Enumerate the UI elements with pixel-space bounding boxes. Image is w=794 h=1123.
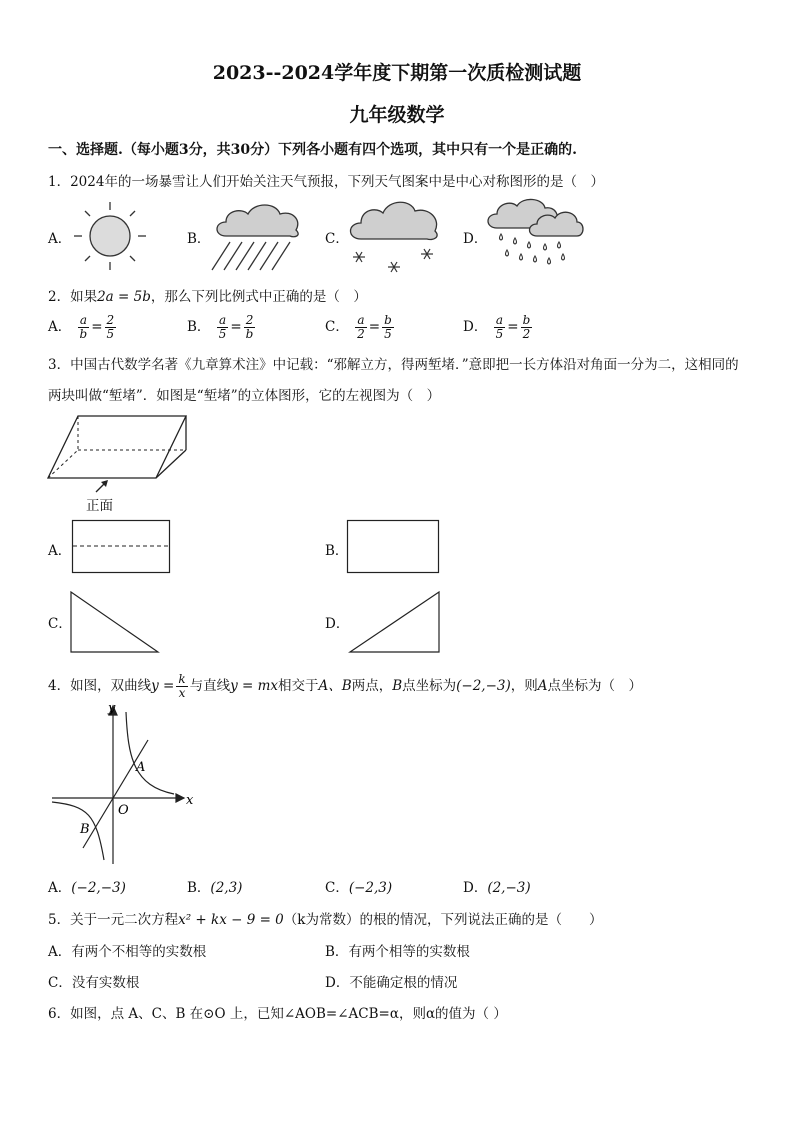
question-6-stem: 6．如图，点 A、C、B 在⊙O 上，已知∠AOB=∠ACB=α，则α的值为（ ） (48, 1006, 507, 1022)
q4-option-d-value: (2,−3) (487, 880, 531, 896)
line-y-mx (83, 740, 148, 848)
q4-a-label: A (537, 678, 548, 694)
q5-equation: x² + kx − 9 = 0 (178, 912, 284, 928)
front-view-label: 正面 (86, 498, 113, 514)
q4-hyperbola-lhs: y = (151, 678, 175, 694)
q4-option-a (48, 876, 126, 896)
q4-hyperbola-graph (48, 698, 198, 868)
q2-a-den-left: b (79, 327, 88, 341)
cloud-drizzle-icon (485, 196, 585, 276)
q2-option-d (463, 314, 534, 341)
q4-option-d (463, 876, 531, 896)
q2-d-den-right: 2 (522, 327, 531, 341)
q2-option-c-label: C． (325, 319, 349, 335)
q3-option-a-label: A． (48, 543, 72, 559)
rain-cloud-icon (208, 200, 308, 274)
q4-mid1: 与直线 (189, 678, 231, 694)
q2-stem-prefix: 2．如果 (48, 289, 98, 305)
q4-b-label: B (392, 678, 403, 694)
q2-b-num-right: 2 (244, 314, 256, 328)
q2-b-num-left: a (217, 314, 229, 328)
q4-mid2: 相交于 (278, 678, 319, 694)
q2-option-d-label: D． (463, 319, 488, 335)
question-2-stem (48, 285, 367, 305)
question-4-stem (48, 673, 642, 700)
question-1-stem: 1．2024年的一场暴雪让人们开始关注天气预报，下列天气图案中是中心对称图形的是（ ） (48, 174, 604, 190)
q5-option-d: D．不能确定根的情况 (325, 975, 458, 991)
q4-mid3: 两点， (351, 678, 393, 694)
point-b-label: B (80, 822, 90, 837)
q4-option-b-value: (2,3) (210, 880, 243, 896)
question-3-stem: 3．中国古代数学名著《九章算术注》中记载：“邪解立方，得两堑堵．”意即把一长方体沿对角面一分为二，这相同的两块叫做“堑堵”．如图是“堑堵”的立体图形，它的左视图为（ ） (48, 357, 739, 404)
q4-option-d-label: D． (463, 880, 488, 896)
q4-line-eq: y = mx (230, 678, 279, 694)
q2-c-den-right: 5 (384, 327, 392, 341)
q4-option-a-label: A． (48, 880, 72, 896)
q3-option-c-label: C． (48, 616, 72, 632)
q2-d-num-right: b (522, 313, 531, 327)
page-subtitle: 九年级数学 (349, 104, 445, 126)
page-title: 2023--2024学年度下期第一次质检测试题 (212, 62, 582, 84)
q2-a-equals: = (91, 319, 103, 335)
q2-option-b-label: B． (187, 319, 211, 335)
y-axis-label: y (108, 701, 116, 716)
q3-option-d-label: D． (325, 616, 350, 632)
q4-option-a-value: (−2,−3) (71, 880, 126, 896)
q2-b-den-left: 5 (218, 327, 227, 341)
q2-equation: 2a = 5b (97, 289, 151, 305)
snow-cloud-icon (345, 193, 445, 277)
q4-stem-suffix: 点坐标为（ ） (547, 678, 643, 694)
q3-option-b-figure (347, 520, 441, 574)
q1-option-b-label: B． (187, 231, 211, 247)
question-5-stem (48, 908, 602, 928)
q4-stem-prefix: 4．如图，双曲线 (48, 678, 152, 694)
q1-option-a-label: A． (48, 231, 72, 247)
front-arrow-icon (92, 478, 112, 494)
q1-option-d-label: D． (463, 231, 488, 247)
q2-b-den-right: b (245, 327, 254, 341)
q5-stem-suffix: （k为常数）的根的情况，下列说法正确的是（ ） (283, 912, 603, 928)
q4-hyperbola-num: k (178, 672, 186, 686)
q2-option-c (325, 314, 396, 341)
q2-d-num-left: a (494, 314, 506, 328)
q4-option-c-value: (−2,3) (348, 880, 393, 896)
hyperbola-branch-2 (52, 802, 104, 860)
q2-stem-suffix: ，那么下列比例式中正确的是（ ） (150, 289, 367, 305)
origin-label: O (118, 803, 129, 818)
q2-b-equals: = (230, 319, 242, 335)
q4-points-text: A、B (318, 678, 352, 694)
q3-option-a-figure (72, 520, 172, 574)
qiandu-3d-figure (46, 410, 196, 486)
sun-icon (70, 200, 160, 272)
section-heading: 一、选择题.（每小题3分，共30分）下列各小题有四个选项，其中只有一个是正确的. (48, 142, 577, 158)
q2-a-num-right: 2 (106, 313, 115, 327)
q4-option-b-label: B． (187, 880, 211, 896)
q4-hyperbola-den: x (178, 686, 186, 700)
q2-c-den-left: 2 (357, 327, 365, 341)
q4-mid5: ，则 (510, 678, 538, 694)
q2-option-a (48, 314, 118, 341)
q5-option-b: B．有两个相等的实数根 (325, 944, 470, 960)
q5-stem-prefix: 5．关于一元二次方程 (48, 912, 179, 928)
x-axis-label: x (186, 793, 194, 808)
q2-d-equals: = (507, 319, 519, 335)
hyperbola-branch-1 (126, 712, 174, 794)
q2-a-den-right: 5 (106, 327, 115, 341)
q2-a-num-left: a (78, 314, 90, 328)
q3-option-c-figure (70, 590, 160, 654)
q3-option-d-figure (348, 590, 442, 654)
q2-option-a-label: A． (48, 319, 72, 335)
q2-c-num-right: b (384, 313, 392, 327)
q2-c-equals: = (368, 319, 381, 335)
q5-option-c: C．没有实数根 (48, 975, 140, 991)
q4-option-c-label: C． (325, 880, 349, 896)
q4-mid4: 点坐标为 (402, 678, 457, 694)
q5-option-a: A．有两个不相等的实数根 (48, 944, 207, 960)
q2-option-b (187, 314, 257, 341)
q2-c-num-left: a (355, 314, 367, 328)
q3-option-b-label: B． (325, 543, 349, 559)
q4-b-coord: (−2,−3) (456, 678, 511, 694)
point-a-label: A (136, 760, 146, 775)
q1-option-c-label: C． (325, 231, 349, 247)
q2-d-den-left: 5 (495, 327, 504, 341)
q4-option-b (187, 876, 242, 896)
q4-option-c (325, 876, 392, 896)
